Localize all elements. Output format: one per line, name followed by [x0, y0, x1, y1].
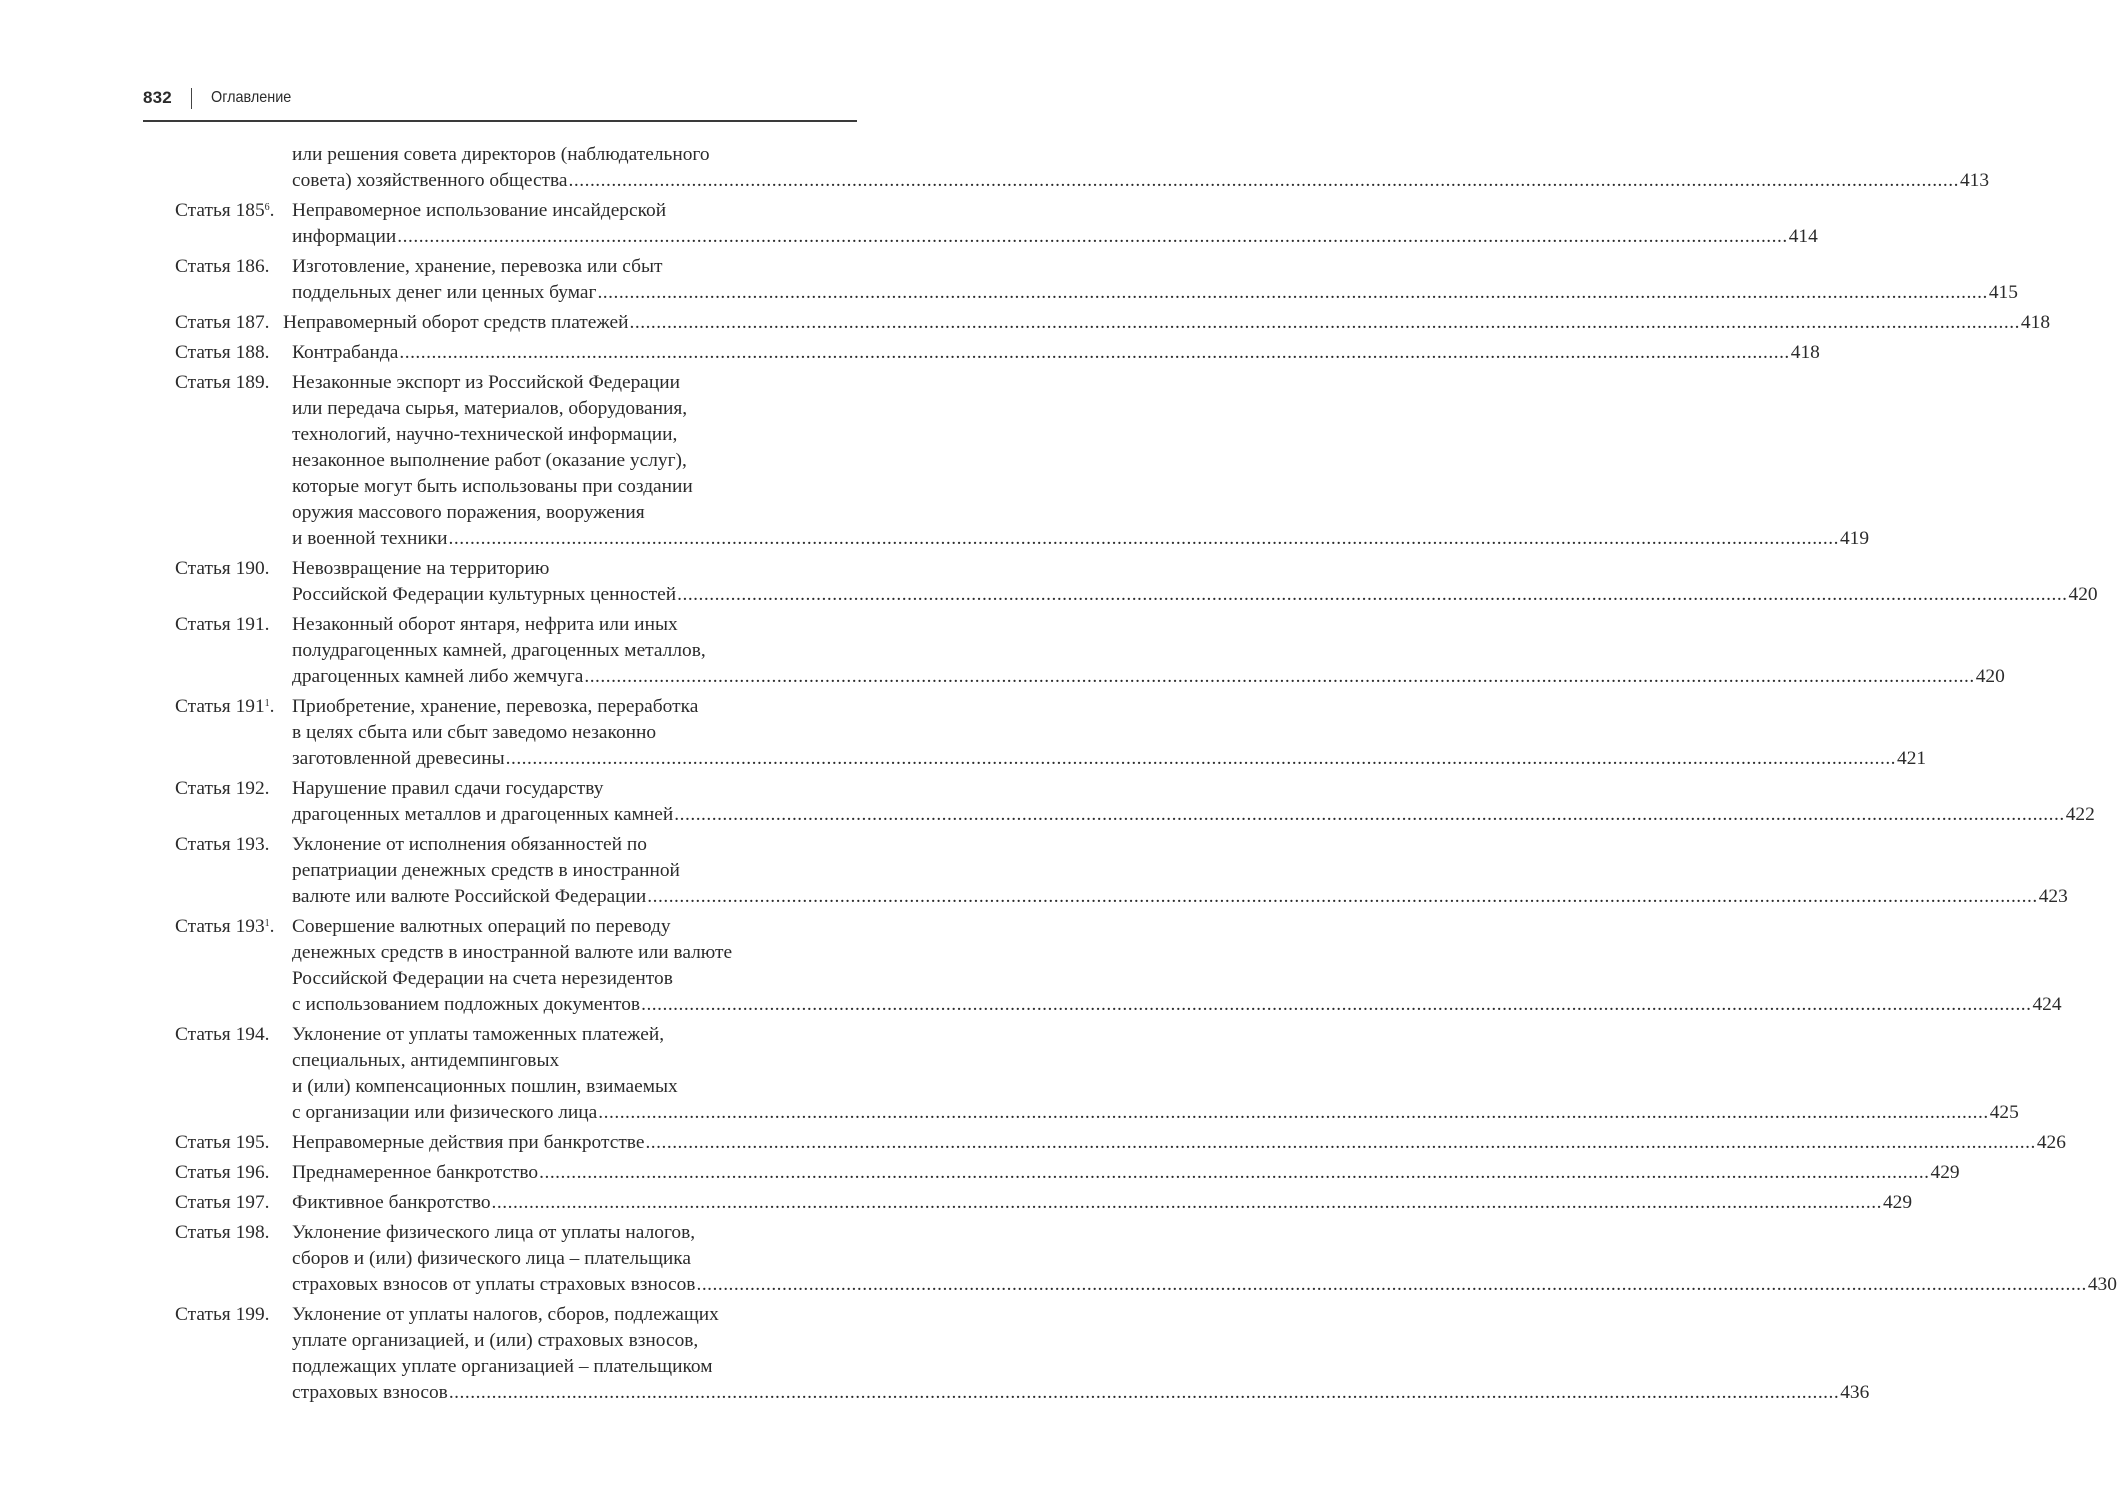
entry-title [292, 1022, 2019, 1126]
title-last-line [292, 1100, 2019, 1126]
title-line: страховых взносов [292, 1382, 448, 1403]
entry-title [292, 1160, 1960, 1186]
title-line: заготовленной древесины [292, 748, 505, 769]
article-label [175, 1160, 292, 1186]
article-label [175, 254, 292, 306]
title-last-line [283, 310, 2051, 336]
entry-title [292, 254, 2018, 306]
article-label-text: Статья 189. [175, 372, 270, 393]
dot-leader: .................................................................................................................................................................................................................................................................... [448, 528, 1839, 549]
article-superscript: 1 [264, 698, 270, 709]
article-superscript: 6 [264, 202, 270, 213]
title-line: Приобретение, хранение, перевозка, переработка [292, 696, 699, 717]
page-ref[interactable]: 414 [1788, 226, 1818, 247]
dot-leader: .................................................................................................................................................................................................................................................................... [505, 748, 1897, 769]
title-line: специальных, антидемпинговых [292, 1050, 560, 1071]
toc-entry[interactable] [175, 612, 2005, 690]
dot-leader: .................................................................................................................................................................................................................................................................... [597, 282, 1988, 303]
article-label [175, 776, 292, 828]
title-line: поддельных денег или ценных бумаг [292, 282, 597, 303]
dot-leader: .................................................................................................................................................................................................................................................................... [491, 1192, 1882, 1213]
article-label [175, 556, 292, 608]
dot-leader: .................................................................................................................................................................................................................................................................... [696, 1274, 2087, 1295]
title-line: Российской Федерации на счета нерезидентов [292, 968, 673, 989]
title-line: Изготовление, хранение, перевозка или сбыт [292, 256, 663, 277]
article-label-text: Статья 193. [175, 834, 270, 855]
title-line: полудрагоценных камней, драгоценных металлов, [292, 640, 706, 661]
title-last-line [292, 802, 2095, 828]
toc-entry[interactable] [175, 254, 2018, 306]
toc-entry[interactable] [175, 1160, 1960, 1186]
title-line: Уклонение от уплаты налогов, сборов, подлежащих [292, 1304, 719, 1325]
table-of-contents [175, 142, 2117, 1410]
title-line: оружия массового поражения, вооружения [292, 502, 645, 523]
article-label-text: Статья 193 [175, 916, 265, 937]
entry-title [292, 1190, 1913, 1216]
title-line: драгоценных камней либо жемчуга [292, 666, 584, 687]
title-line: с организации или физического лица [292, 1102, 598, 1123]
title-last-line [292, 280, 2018, 306]
title-line: информации [292, 226, 397, 247]
page-ref[interactable]: 418 [2020, 312, 2051, 333]
title-last-line [292, 1130, 2066, 1156]
article-label [175, 1022, 292, 1126]
title-line: Незаконные экспорт из Российской Федерации [292, 372, 681, 393]
title-line: подлежащих уплате организацией – плательщиком [292, 1356, 713, 1377]
title-line: которые могут быть использованы при создании [292, 476, 693, 497]
dot-leader: .................................................................................................................................................................................................................................................................... [677, 584, 2068, 605]
title-line: или передача сырья, материалов, оборудования, [292, 398, 688, 419]
article-label-text: Статья 188. [175, 342, 270, 363]
toc-entry[interactable] [175, 694, 1927, 772]
page-ref[interactable]: 426 [2036, 1132, 2066, 1153]
dot-leader: .................................................................................................................................................................................................................................................................... [674, 804, 2065, 825]
dot-leader: .................................................................................................................................................................................................................................................................... [448, 1382, 1840, 1403]
article-label-text: Статья 196. [175, 1162, 270, 1183]
article-label-text: Статья 199. [175, 1304, 270, 1325]
title-line: с использованием подложных документов [292, 994, 641, 1015]
article-label-text: Статья 194. [175, 1024, 270, 1045]
dot-leader: .................................................................................................................................................................................................................................................................... [598, 1102, 1989, 1123]
title-line: и (или) компенсационных пошлин, взимаемых [292, 1076, 678, 1097]
page-ref[interactable]: 421 [1897, 748, 1927, 769]
title-last-line [292, 1190, 1913, 1216]
article-label [175, 1130, 292, 1156]
entry-title [292, 142, 1990, 194]
toc-entry[interactable] [175, 370, 1870, 552]
page-ref[interactable]: 413 [1959, 170, 1990, 191]
dot-leader: .................................................................................................................................................................................................................................................................... [647, 886, 2038, 907]
dot-leader: .................................................................................................................................................................................................................................................................... [629, 312, 2020, 333]
toc-entry[interactable] [175, 142, 1990, 194]
title-last-line [292, 526, 1870, 552]
page-number: 832 [143, 88, 172, 107]
title-line: репатриации денежных средств в иностранной [292, 860, 680, 881]
page-ref[interactable]: 415 [1988, 282, 2018, 303]
page-ref[interactable]: 420 [1975, 666, 2005, 687]
article-label [175, 1220, 292, 1298]
toc-entry[interactable] [175, 832, 2068, 910]
article-label-text: Статья 198. [175, 1222, 270, 1243]
title-last-line [292, 664, 2005, 690]
article-label [175, 612, 292, 690]
title-line: незаконное выполнение работ (оказание услуг), [292, 450, 687, 471]
title-line: Уклонение от уплаты таможенных платежей, [292, 1024, 665, 1045]
header-title: Оглавление [210, 89, 292, 106]
article-label-text: Статья 195. [175, 1132, 270, 1153]
title-line: Невозвращение на территорию [292, 558, 550, 579]
article-label: Статья $185^6$. [175, 200, 275, 221]
title-last-line [292, 1160, 1960, 1186]
title-last-line [292, 746, 1927, 772]
page-ref[interactable]: 424 [2032, 994, 2062, 1015]
article-label-text: Статья 191 [175, 696, 265, 717]
dot-leader: .................................................................................................................................................................................................................................................................... [584, 666, 1975, 687]
title-last-line [292, 1272, 2117, 1298]
entry-title [292, 370, 1870, 552]
title-line: в целях сбыта или сбыт заведомо незаконно [292, 722, 657, 743]
toc-entry[interactable] [175, 556, 2098, 608]
article-label [175, 1190, 292, 1216]
article-label [175, 832, 292, 910]
title-last-line [292, 884, 2068, 910]
page-ref[interactable]: 429 [1882, 1192, 1913, 1213]
page-ref[interactable]: 419 [1839, 528, 1870, 549]
title-line: Уклонение физического лица от уплаты налогов, [292, 1222, 696, 1243]
title-line: и военной техники [292, 528, 448, 549]
dot-leader: .................................................................................................................................................................................................................................................................... [568, 170, 1959, 191]
page-ref[interactable]: 425 [1989, 1102, 2019, 1123]
article-label: Статья $193^1$. [175, 916, 275, 937]
title-line: Преднамеренное банкротство [292, 1162, 539, 1183]
toc-entry[interactable] [175, 1220, 2117, 1298]
page-ref[interactable]: 429 [1930, 1162, 1960, 1183]
toc-entry[interactable] [175, 340, 1820, 366]
title-line: Незаконный оборот янтаря, нефрита или иных [292, 614, 678, 635]
title-line: или решения совета директоров (наблюдательного [292, 144, 710, 165]
dot-leader: .................................................................................................................................................................................................................................................................... [397, 226, 1788, 247]
running-header [143, 86, 857, 122]
page-ref[interactable]: 423 [2038, 886, 2068, 907]
entry-title [292, 612, 2005, 690]
title-line: сборов и (или) физического лица – плательщика [292, 1248, 692, 1269]
article-label [175, 310, 292, 336]
entry-title [292, 1302, 1870, 1406]
toc-entry[interactable] [175, 1302, 1870, 1406]
article-label [175, 142, 292, 194]
title-last-line [292, 224, 1818, 250]
article-label-text: Статья 187. [175, 312, 270, 333]
entry-title [292, 340, 1820, 366]
toc-entry[interactable] [175, 776, 2095, 828]
entry-title [292, 1220, 2117, 1298]
page-ref[interactable]: 436 [1840, 1382, 1870, 1403]
title-line: Уклонение от исполнения обязанностей по [292, 834, 647, 855]
title-last-line [292, 1380, 1870, 1406]
title-line: Российской Федерации культурных ценностей [292, 584, 677, 605]
page-ref[interactable]: 420 [2068, 584, 2098, 605]
title-line: драгоценных металлов и драгоценных камней [292, 804, 674, 825]
title-line: страховых взносов от уплаты страховых взносов [292, 1274, 696, 1295]
article-label [175, 370, 292, 552]
page-ref[interactable]: 422 [2065, 804, 2095, 825]
title-line: Фиктивное банкротство [292, 1192, 491, 1213]
entry-title [292, 1130, 2066, 1156]
entry-title [292, 694, 1927, 772]
toc-entry[interactable] [175, 198, 1818, 250]
toc-entry[interactable] [175, 1022, 2019, 1126]
article-label: Статья $191^1$. [175, 696, 275, 717]
entry-title [292, 914, 2062, 1018]
toc-entry[interactable] [175, 1190, 1913, 1216]
entry-title [292, 832, 2068, 910]
title-line: совета) хозяйственного общества [292, 170, 568, 191]
article-label-text: Статья 190. [175, 558, 270, 579]
title-line: Контрабанда [292, 342, 399, 363]
page-ref[interactable]: 418 [1790, 342, 1820, 363]
article-label [175, 340, 292, 366]
title-line: денежных средств в иностранной валюте или валюте [292, 942, 733, 963]
title-last-line [292, 992, 2062, 1018]
article-label-text: Статья 191. [175, 614, 270, 635]
page-ref[interactable]: 430 [2087, 1274, 2117, 1295]
dot-leader: .................................................................................................................................................................................................................................................................... [641, 994, 2032, 1015]
article-label-text: Статья 192. [175, 778, 270, 799]
dot-leader: .................................................................................................................................................................................................................................................................... [539, 1162, 1930, 1183]
entry-title [292, 776, 2095, 828]
article-superscript: 1 [264, 918, 270, 929]
entry-title [292, 198, 1818, 250]
header-separator [191, 88, 192, 109]
toc-entry[interactable] [175, 1130, 2066, 1156]
entry-title [292, 556, 2098, 608]
title-line: уплате организацией, и (или) страховых взносов, [292, 1330, 699, 1351]
article-label [175, 1302, 292, 1406]
title-line: валюте или валюте Российской Федерации [292, 886, 647, 907]
title-line: Совершение валютных операций по переводу [292, 916, 671, 937]
title-line: Нарушение правил сдачи государству [292, 778, 604, 799]
entry-title [283, 310, 2051, 336]
title-line: Неправомерные действия при банкротстве [292, 1132, 645, 1153]
title-line: Неправомерное использование инсайдерской [292, 200, 667, 221]
article-label-text: Статья 197. [175, 1192, 270, 1213]
title-last-line [292, 168, 1990, 194]
title-last-line [292, 340, 1820, 366]
title-line: технологий, научно-технической информации, [292, 424, 678, 445]
toc-entry[interactable] [175, 914, 2062, 1018]
dot-leader: .................................................................................................................................................................................................................................................................... [645, 1132, 2036, 1153]
title-last-line [292, 582, 2098, 608]
title-line: Неправомерный оборот средств платежей [283, 312, 629, 333]
article-label-text: Статья 186. [175, 256, 270, 277]
dot-leader: .................................................................................................................................................................................................................................................................... [399, 342, 1790, 363]
toc-entry[interactable] [175, 310, 2051, 336]
article-label-text: Статья 185 [175, 200, 265, 221]
